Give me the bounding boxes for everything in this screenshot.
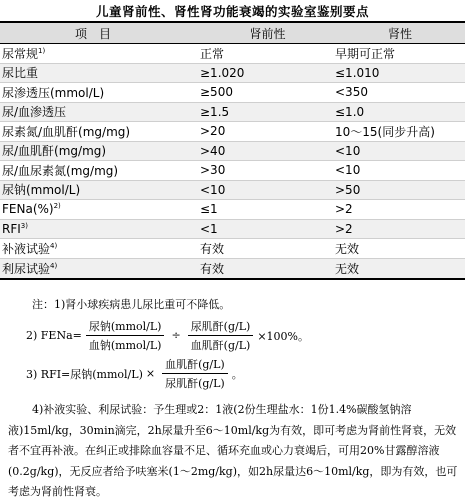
- fena-label: 2) FENa=: [26, 329, 82, 342]
- table-row: [0, 64, 465, 84]
- table-row: [0, 259, 465, 279]
- cell-prerenal: >40: [200, 143, 226, 158]
- table-row: [0, 142, 465, 162]
- cell-item-text: RFI: [2, 221, 21, 236]
- cell-item: [0, 181, 200, 198]
- cell-item: [0, 142, 200, 159]
- cell-renal: <350: [335, 85, 368, 100]
- cell-item: [0, 45, 200, 62]
- cell-renal: 早期可正常: [335, 46, 396, 61]
- cell-renal: >50: [335, 182, 361, 197]
- cell-item: [0, 260, 200, 277]
- table-row: [0, 83, 465, 103]
- table-row: [0, 161, 465, 181]
- cell-item: [0, 64, 200, 81]
- cell-prerenal: 有效: [200, 261, 225, 276]
- footnote-marker: 4): [50, 241, 58, 250]
- cell-item: [0, 103, 200, 120]
- note-2-formula: [26, 318, 309, 353]
- cell-prerenal: ≤1: [200, 202, 218, 217]
- table-body: [0, 44, 465, 278]
- fena-frac2-denominator: 血肌酐(g/L): [190, 339, 251, 352]
- table-title: 儿童肾前性、肾性肾功能衰竭的实验室鉴别要点: [95, 4, 369, 19]
- note-4: 4)补液实验、利尿试验：予生理或2：1液(2份生理盐水：1份1.4%碳酸氢钠溶液)15ml/kg，30min滴完，2h尿量升至6～10ml/kg为有效，即可考虑为肾前性肾衰，无效者不宜再补液。在纠正或排除血容量不足、循环充血或心力衰竭后，可用20%甘露醇溶液(0.2g/kg)，无反应者给予呋塞米(1～2mg/kg)，如2h尿量达6～10ml/kg，即为有效，也可考虑为肾前性肾衰。: [8, 403, 458, 498]
- times-sign: ×: [145, 367, 156, 380]
- rfi-label: 3) RFI=尿钠(mmol/L): [26, 367, 143, 381]
- cell-prerenal: ≥1.020: [200, 65, 245, 80]
- table-row: [0, 220, 465, 240]
- cell-item-text: 尿/血肌酐(mg/mg): [2, 144, 107, 159]
- cell-item-text: 尿钠(mmol/L): [2, 183, 81, 198]
- cell-renal: ≤1.010: [335, 65, 380, 80]
- cell-renal: >2: [335, 221, 353, 236]
- rfi-numerator: 血肌酐(g/L): [162, 356, 228, 374]
- fena-frac2-numerator: 尿肌酐(g/L): [188, 318, 254, 336]
- cell-item-text: 补液试验: [2, 241, 51, 256]
- cell-renal: <10: [335, 163, 361, 178]
- cell-prerenal: 正常: [200, 46, 225, 61]
- cell-renal: ≤1.0: [335, 104, 365, 119]
- header-prerenal: 肾前性: [249, 26, 286, 41]
- cell-prerenal: <1: [200, 221, 218, 236]
- cell-item: [0, 84, 200, 101]
- note-3-formula: [26, 356, 243, 391]
- fena-tail: ×100%。: [257, 329, 309, 343]
- cell-item-text: 尿素氮/血肌酐(mg/mg): [2, 124, 131, 139]
- cell-item: [0, 222, 200, 236]
- cell-renal: 无效: [335, 241, 360, 256]
- comparison-table: [0, 21, 465, 280]
- cell-renal: 无效: [335, 261, 360, 276]
- table-row: [0, 44, 465, 64]
- note-1: 注：1)肾小球疾病患儿尿比重可不降低。: [32, 298, 231, 311]
- table-row: [0, 181, 465, 201]
- cell-item-text: FENa(%): [2, 202, 54, 217]
- divide-sign: ÷: [171, 329, 181, 342]
- cell-prerenal: ≥500: [200, 85, 233, 100]
- cell-item-text: 尿/血尿素氮(mg/mg): [2, 163, 119, 178]
- cell-item-text: 尿/血渗透压: [2, 105, 67, 120]
- header-item: 项 目: [74, 26, 111, 41]
- footnote-marker: 1): [38, 46, 46, 55]
- table-row: [0, 122, 465, 142]
- fena-fraction-2: [188, 318, 254, 353]
- cell-prerenal: ≥1.5: [200, 104, 230, 119]
- cell-item: [0, 240, 200, 257]
- cell-item-text: 尿比重: [2, 66, 39, 81]
- cell-item: [0, 123, 200, 140]
- fena-fraction-1: [86, 318, 165, 353]
- cell-item-text: 尿渗透压(mmol/L): [2, 85, 105, 100]
- header-renal: 肾性: [387, 26, 412, 41]
- cell-renal: 10～15(同步升高): [335, 124, 435, 139]
- cell-renal: <10: [335, 143, 361, 158]
- cell-prerenal: 有效: [200, 241, 225, 256]
- fena-frac1-denominator: 血钠(mmol/L): [88, 339, 162, 352]
- cell-renal: >2: [335, 202, 353, 217]
- cell-item-text: 尿常规: [2, 46, 39, 61]
- footnote-marker: 3): [20, 221, 28, 230]
- table-header: [0, 23, 465, 44]
- cell-item: [0, 162, 200, 179]
- table-row: [0, 103, 465, 123]
- cell-prerenal: >20: [200, 124, 226, 139]
- table-row: [0, 200, 465, 220]
- table-row: [0, 239, 465, 259]
- cell-item: [0, 202, 200, 216]
- fena-frac1-numerator: 尿钠(mmol/L): [86, 318, 165, 336]
- rfi-denominator: 尿肌酐(g/L): [165, 377, 225, 390]
- footnote-marker: 4): [50, 261, 58, 270]
- cell-prerenal: <10: [200, 182, 226, 197]
- cell-item-text: 利尿试验: [2, 261, 51, 276]
- footnote-marker: 2): [53, 202, 61, 211]
- cell-prerenal: >30: [200, 163, 226, 178]
- rfi-fraction: [162, 356, 228, 391]
- rfi-tail: 。: [231, 367, 243, 381]
